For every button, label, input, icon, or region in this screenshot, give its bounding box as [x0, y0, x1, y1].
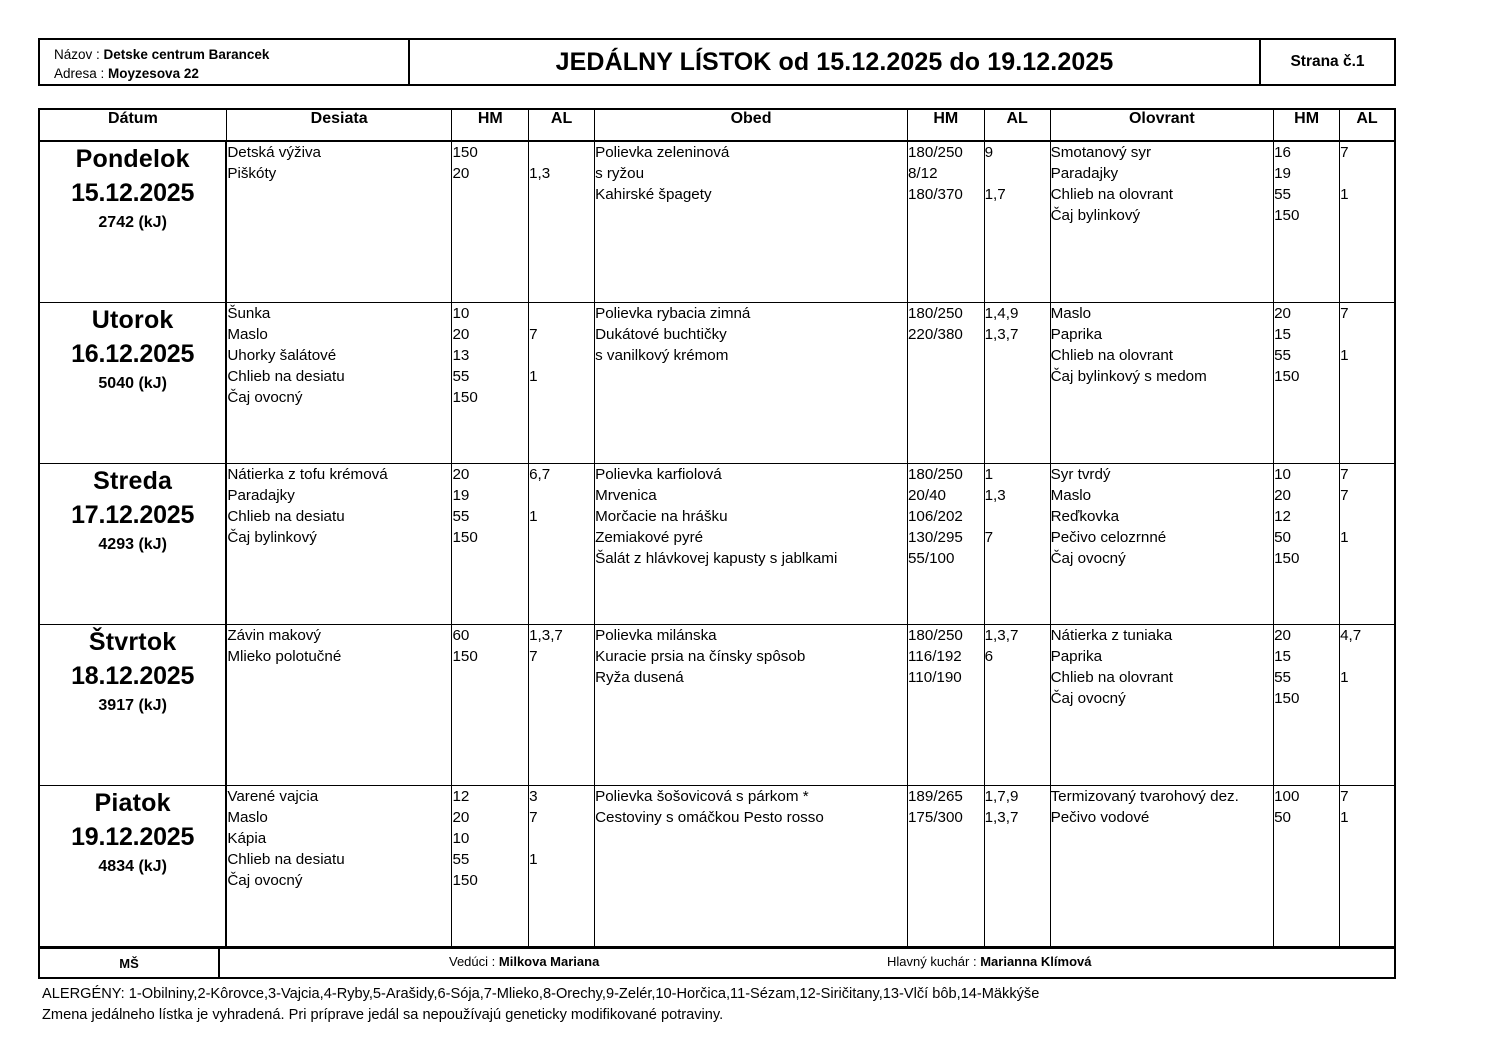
olovrant-items-cell — [1050, 464, 1274, 625]
obed-item: Dukátové buchtičky — [595, 326, 727, 343]
obed-hm: 220/380 — [907, 326, 963, 343]
obed-hm: 175/300 — [907, 809, 963, 826]
desiata-item: Chlieb na desiatu — [227, 508, 345, 525]
obed-hm: 106/202 — [907, 508, 963, 525]
obed-hm: 55/100 — [907, 550, 955, 567]
menu-table — [38, 108, 1396, 948]
day-cell — [39, 303, 226, 464]
olovrant-item: Chlieb na olovrant — [1050, 186, 1174, 203]
obed-item: Polievka šošovicová s párkom * — [595, 788, 809, 805]
day-name: Pondelok — [75, 145, 190, 173]
obed-item: Mrvenica — [595, 487, 657, 504]
footnote-block — [38, 984, 1435, 1026]
obed-item: Ryža dusená — [595, 669, 684, 686]
day-energy: 4834 (kJ) — [98, 858, 167, 875]
day-energy: 2742 (kJ) — [98, 214, 167, 231]
desiata-items-cell — [226, 141, 452, 303]
day-cell — [39, 625, 226, 786]
olovrant-hm: 55 — [1274, 186, 1292, 203]
chef-label: Hlavný kuchár : — [887, 954, 977, 969]
day-date: 16.12.2025 — [71, 340, 195, 368]
desiata-items-cell — [226, 786, 452, 948]
desiata-hm: 20 — [452, 466, 470, 483]
desiata-item: Paradajky — [227, 487, 295, 504]
table-row — [39, 141, 1395, 303]
day-energy: 4293 (kJ) — [98, 536, 167, 553]
table-header-row — [39, 109, 1395, 141]
desiata-item: Čaj bylinkový — [227, 529, 317, 546]
olovrant-hm-cell — [1274, 303, 1340, 464]
day-cell — [39, 464, 226, 625]
olovrant-hm: 16 — [1274, 144, 1292, 161]
desiata-item: Čaj ovocný — [227, 872, 303, 889]
obed-hm: 180/250 — [907, 144, 963, 161]
day-name: Piatok — [94, 789, 171, 817]
menu-disclaimer: Zmena jedálneho lístka je vyhradená. Pri príprave jedál sa nepoužívajú geneticky modifikované potraviny. — [42, 1007, 724, 1023]
col-header-obed-hm: HM — [907, 109, 984, 141]
desiata-hm-cell — [452, 625, 529, 786]
desiata-item: Chlieb na desiatu — [227, 851, 345, 868]
desiata-hm: 150 — [452, 389, 478, 406]
desiata-hm: 55 — [452, 508, 470, 525]
day-cell — [39, 786, 226, 948]
manager-name: Milkova Mariana — [498, 954, 600, 969]
day-cell — [39, 141, 226, 303]
olovrant-hm: 55 — [1274, 347, 1292, 364]
desiata-hm: 55 — [452, 368, 470, 385]
desiata-item: Kápia — [227, 830, 267, 847]
desiata-hm: 60 — [452, 627, 470, 644]
desiata-item: Čaj ovocný — [227, 389, 303, 406]
olovrant-hm-cell — [1274, 464, 1340, 625]
desiata-al: 7 — [529, 809, 538, 826]
desiata-al: 1,3 — [529, 165, 551, 182]
desiata-item: Chlieb na desiatu — [227, 368, 345, 385]
olovrant-al: 7 — [1340, 466, 1349, 483]
day-date: 19.12.2025 — [71, 823, 195, 851]
col-header-desiata-hm: HM — [452, 109, 529, 141]
col-header-obed: Obed — [595, 109, 908, 141]
olovrant-al: 1 — [1340, 186, 1349, 203]
manager-signature — [449, 954, 599, 969]
obed-hm: 180/250 — [907, 627, 963, 644]
obed-item: Cestoviny s omáčkou Pesto rosso — [595, 809, 824, 826]
obed-item: Zemiakové pyré — [595, 529, 704, 546]
document-header — [38, 38, 1396, 86]
day-date: 17.12.2025 — [71, 501, 195, 529]
olovrant-item: Syr tvrdý — [1050, 466, 1111, 483]
olovrant-items-cell — [1050, 303, 1274, 464]
desiata-item: Maslo — [227, 809, 268, 826]
desiata-hm: 150 — [452, 529, 478, 546]
olovrant-al-cell — [1340, 303, 1395, 464]
page-number-label: Strana č.1 — [1290, 53, 1365, 70]
olovrant-hm: 12 — [1274, 508, 1292, 525]
desiata-hm: 20 — [452, 326, 470, 343]
desiata-item: Detská výživa — [227, 144, 321, 161]
obed-al-cell — [984, 464, 1050, 625]
olovrant-hm: 150 — [1274, 368, 1300, 385]
olovrant-hm-cell — [1274, 786, 1340, 948]
obed-hm: 110/190 — [907, 669, 962, 686]
col-header-obed-al: AL — [984, 109, 1050, 141]
col-header-olovrant: Olovrant — [1050, 109, 1274, 141]
obed-al: 1 — [984, 466, 994, 483]
olovrant-hm: 150 — [1274, 550, 1300, 567]
desiata-hm: 10 — [452, 305, 470, 322]
obed-item: Kuracie prsia na čínsky spôsob — [595, 648, 806, 665]
obed-items-cell — [595, 464, 908, 625]
desiata-hm-cell — [452, 303, 529, 464]
desiata-hm: 13 — [452, 347, 470, 364]
table-row — [39, 464, 1395, 625]
desiata-item: Uhorky šalátové — [227, 347, 337, 364]
day-date: 15.12.2025 — [71, 179, 195, 207]
olovrant-hm: 100 — [1274, 788, 1300, 805]
obed-hm-cell — [907, 625, 984, 786]
olovrant-hm: 10 — [1274, 466, 1292, 483]
olovrant-al: 1 — [1340, 347, 1349, 364]
olovrant-hm: 55 — [1274, 669, 1292, 686]
menu-table-body — [39, 141, 1395, 947]
obed-item: Polievka karfiolová — [595, 466, 722, 483]
olovrant-item: Čaj bylinkový s medom — [1050, 368, 1207, 385]
school-abbrev: MŠ — [39, 949, 219, 979]
olovrant-items-cell — [1050, 625, 1274, 786]
header-table-gap — [38, 86, 1435, 108]
desiata-hm: 55 — [452, 851, 470, 868]
olovrant-hm: 20 — [1274, 627, 1292, 644]
olovrant-items-cell — [1050, 786, 1274, 948]
obed-al: 1,3,7 — [984, 326, 1019, 343]
desiata-al: 1 — [529, 508, 538, 525]
olovrant-al-cell — [1340, 625, 1395, 786]
desiata-items-cell — [226, 625, 452, 786]
organization-address-line — [54, 64, 408, 83]
desiata-hm: 150 — [452, 872, 478, 889]
desiata-hm: 150 — [452, 648, 478, 665]
olovrant-item: Reďkovka — [1050, 508, 1120, 525]
olovrant-item: Nátierka z tuniaka — [1050, 627, 1173, 644]
olovrant-item: Čaj ovocný — [1050, 690, 1126, 707]
obed-hm: 20/40 — [907, 487, 946, 504]
obed-hm: 180/250 — [907, 466, 963, 483]
olovrant-hm: 19 — [1274, 165, 1292, 182]
col-header-olovrant-al: AL — [1340, 109, 1395, 141]
obed-items-cell — [595, 625, 908, 786]
desiata-al: 1,3,7 — [529, 627, 563, 644]
obed-al-cell — [984, 303, 1050, 464]
organization-block — [40, 40, 410, 84]
desiata-item: Nátierka z tofu krémová — [227, 466, 388, 483]
desiata-hm-cell — [452, 141, 529, 303]
desiata-items-cell — [226, 303, 452, 464]
desiata-items-cell — [226, 464, 452, 625]
olovrant-al: 7 — [1340, 788, 1349, 805]
olovrant-item: Paprika — [1050, 326, 1103, 343]
olovrant-item: Paradajky — [1050, 165, 1119, 182]
olovrant-hm: 50 — [1274, 809, 1292, 826]
signature-wrap — [221, 950, 1393, 976]
obed-hm-cell — [907, 464, 984, 625]
desiata-item: Varené vajcia — [227, 788, 319, 805]
obed-al: 1,3 — [984, 487, 1006, 504]
chef-name: Marianna Klímová — [980, 954, 1092, 969]
olovrant-al-cell — [1340, 786, 1395, 948]
obed-items-cell — [595, 303, 908, 464]
desiata-hm: 20 — [452, 809, 470, 826]
obed-item: Polievka rybacia zimná — [595, 305, 751, 322]
desiata-al: 1 — [529, 851, 538, 868]
obed-al: 6 — [984, 648, 994, 665]
olovrant-al: 7 — [1340, 487, 1349, 504]
table-row — [39, 303, 1395, 464]
obed-al: 1,7,9 — [984, 788, 1019, 805]
olovrant-al: 7 — [1340, 144, 1349, 161]
olovrant-hm: 20 — [1274, 487, 1292, 504]
desiata-al-cell — [529, 786, 595, 948]
chef-signature — [887, 954, 1091, 969]
olovrant-al: 1 — [1340, 809, 1349, 826]
obed-hm: 180/250 — [907, 305, 963, 322]
obed-hm-cell — [907, 303, 984, 464]
obed-item: s vanilkový krémom — [595, 347, 729, 364]
olovrant-item: Chlieb na olovrant — [1050, 669, 1174, 686]
organization-address-value: Moyzesova 22 — [108, 65, 199, 81]
obed-hm-cell — [907, 786, 984, 948]
olovrant-al: 4,7 — [1340, 627, 1362, 644]
signature-cell — [219, 949, 1395, 979]
desiata-item: Maslo — [227, 326, 268, 343]
desiata-al-cell — [529, 303, 595, 464]
obed-al: 1,3,7 — [984, 627, 1019, 644]
day-name: Štvrtok — [88, 628, 177, 656]
obed-item: Morčacie na hrášku — [595, 508, 728, 525]
signature-table — [38, 948, 1396, 979]
desiata-hm: 20 — [452, 165, 470, 182]
desiata-al-cell — [529, 141, 595, 303]
olovrant-item: Smotanový syr — [1050, 144, 1152, 161]
olovrant-item: Pečivo vodové — [1050, 809, 1150, 826]
desiata-item: Závin makový — [227, 627, 321, 644]
olovrant-al: 7 — [1340, 305, 1349, 322]
desiata-hm: 12 — [452, 788, 470, 805]
olovrant-item: Paprika — [1050, 648, 1103, 665]
olovrant-al-cell — [1340, 141, 1395, 303]
obed-al: 7 — [984, 529, 994, 546]
day-energy: 5040 (kJ) — [98, 375, 167, 392]
desiata-hm: 19 — [452, 487, 470, 504]
obed-al: 1,7 — [984, 186, 1006, 203]
obed-items-cell — [595, 141, 908, 303]
obed-al-cell — [984, 141, 1050, 303]
olovrant-hm: 150 — [1274, 690, 1300, 707]
obed-al: 1,3,7 — [984, 809, 1019, 826]
day-date: 18.12.2025 — [71, 662, 195, 690]
obed-item: Polievka milánska — [595, 627, 717, 644]
desiata-item: Mlieko polotučné — [227, 648, 342, 665]
desiata-al: 7 — [529, 326, 538, 343]
desiata-hm-cell — [452, 464, 529, 625]
col-header-desiata-al: AL — [529, 109, 595, 141]
obed-hm: 189/265 — [907, 788, 963, 805]
obed-al-cell — [984, 625, 1050, 786]
desiata-al: 1 — [529, 368, 538, 385]
desiata-al-cell — [529, 625, 595, 786]
obed-al: 9 — [984, 144, 994, 161]
day-name: Utorok — [91, 306, 174, 334]
olovrant-al-cell — [1340, 464, 1395, 625]
col-header-datum: Dátum — [39, 109, 226, 141]
olovrant-al: 1 — [1340, 669, 1349, 686]
day-energy: 3917 (kJ) — [98, 697, 167, 714]
obed-hm: 116/192 — [907, 648, 962, 665]
olovrant-hm: 20 — [1274, 305, 1292, 322]
olovrant-item: Termizovaný tvarohový dez. — [1050, 788, 1239, 805]
obed-item: Polievka zeleninová — [595, 144, 730, 161]
obed-hm: 130/295 — [907, 529, 963, 546]
olovrant-hm: 50 — [1274, 529, 1292, 546]
olovrant-hm-cell — [1274, 141, 1340, 303]
obed-item: Kahirské špagety — [595, 186, 712, 203]
olovrant-item: Pečivo celozrnné — [1050, 529, 1167, 546]
col-header-olovrant-hm: HM — [1274, 109, 1340, 141]
desiata-item: Šunka — [227, 305, 271, 322]
organization-address-label: Adresa : — [54, 65, 105, 81]
organization-name-line — [54, 45, 408, 64]
menu-table-head — [39, 109, 1395, 141]
desiata-hm: 150 — [452, 144, 478, 161]
olovrant-item: Čaj bylinkový — [1050, 207, 1141, 224]
organization-name-value: Detske centrum Barancek — [103, 46, 270, 62]
day-name: Streda — [93, 467, 173, 495]
olovrant-hm: 15 — [1274, 648, 1292, 665]
allergen-legend: ALERGÉNY: 1-Obilniny,2-Kôrovce,3-Vajcia,4-Ryby,5-Arašidy,6-Sója,7-Mlieko,8-Orechy,9-Zelér,10-Horčica,11-Sézam,12-Siričitany,13-Vlčí bôb,14-Mäkkýše — [42, 986, 1040, 1002]
signature-row — [39, 949, 1395, 979]
obed-item: Šalát z hlávkovej kapusty s jablkami — [595, 550, 838, 567]
obed-item: s ryžou — [595, 165, 645, 182]
obed-al: 1,4,9 — [984, 305, 1019, 322]
obed-hm: 8/12 — [907, 165, 938, 182]
obed-al-cell — [984, 786, 1050, 948]
table-row — [39, 786, 1395, 948]
desiata-al: 3 — [529, 788, 538, 805]
olovrant-hm: 15 — [1274, 326, 1292, 343]
desiata-hm-cell — [452, 786, 529, 948]
olovrant-al: 1 — [1340, 529, 1349, 546]
col-header-desiata: Desiata — [226, 109, 452, 141]
olovrant-item: Maslo — [1050, 487, 1092, 504]
desiata-item: Piškóty — [227, 165, 277, 182]
organization-name-label: Názov : — [54, 46, 100, 62]
obed-items-cell — [595, 786, 908, 948]
desiata-hm: 10 — [452, 830, 470, 847]
desiata-al: 6,7 — [529, 466, 551, 483]
manager-label: Vedúci : — [449, 954, 496, 969]
olovrant-item: Chlieb na olovrant — [1050, 347, 1174, 364]
olovrant-item: Maslo — [1050, 305, 1092, 322]
table-row — [39, 625, 1395, 786]
obed-hm: 180/370 — [907, 186, 963, 203]
olovrant-item: Čaj ovocný — [1050, 550, 1126, 567]
olovrant-items-cell — [1050, 141, 1274, 303]
obed-hm-cell — [907, 141, 984, 303]
desiata-al-cell — [529, 464, 595, 625]
olovrant-hm: 150 — [1274, 207, 1300, 224]
olovrant-hm-cell — [1274, 625, 1340, 786]
desiata-al: 7 — [529, 648, 538, 665]
page-title: JEDÁLNY LÍSTOK od 15.12.2025 do 19.12.2025 — [410, 40, 1261, 84]
